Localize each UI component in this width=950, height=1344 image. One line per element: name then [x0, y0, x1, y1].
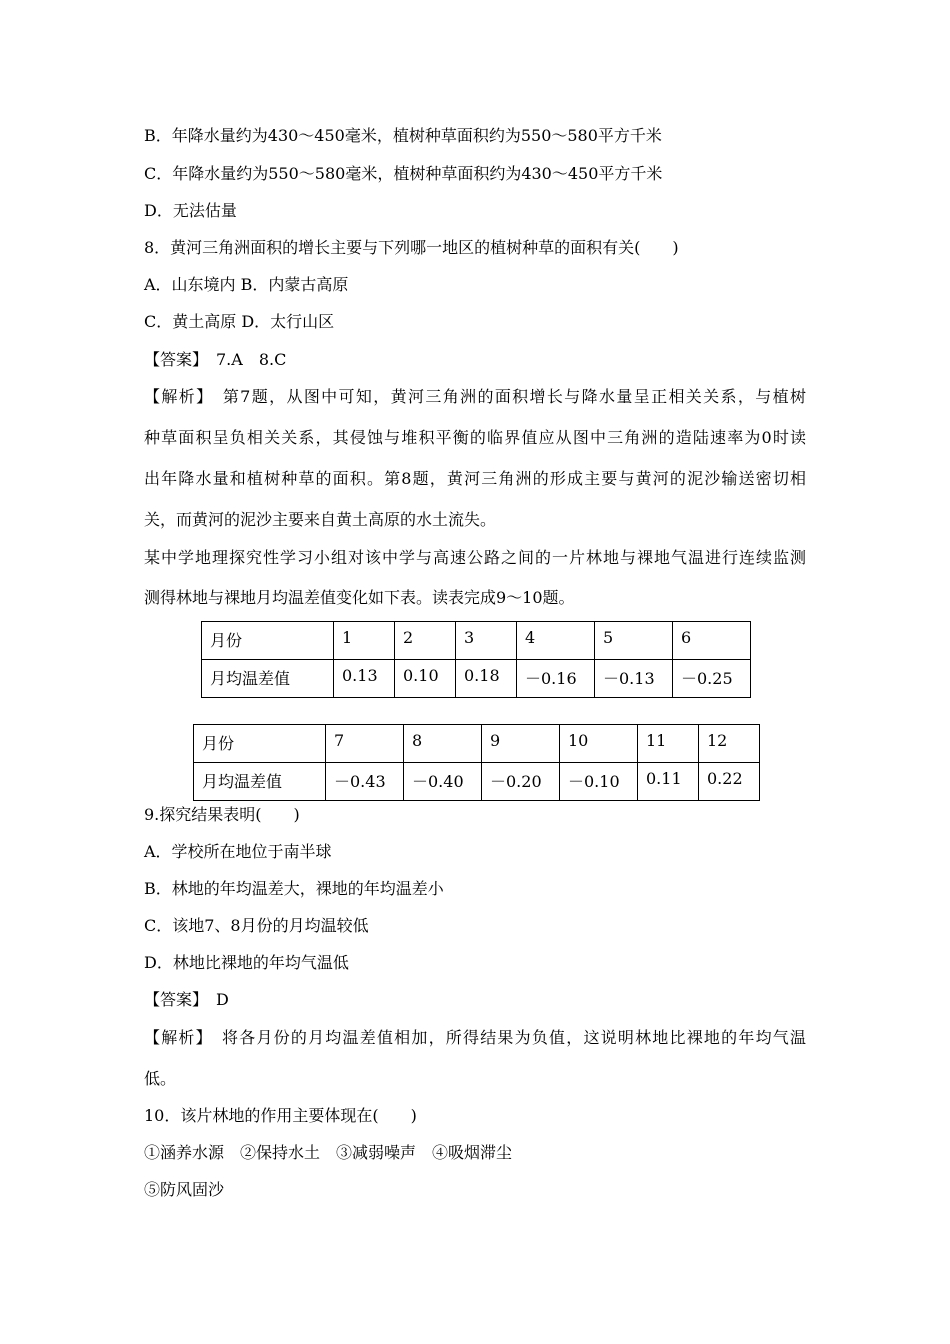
value-cell: 0.18	[456, 660, 517, 698]
q7-option-c: C．年降水量约为550～580毫米，植树种草面积约为430～450平方千米	[144, 164, 663, 183]
month-cell: 5	[595, 622, 673, 660]
analysis-7-8-line3: 出年降水量和植树种草的面积。第8题，黄河三角洲的形成主要与黄河的泥沙输送密切相	[144, 469, 806, 488]
value-cell: －0.20	[482, 763, 560, 801]
analysis-7-8-line1: 【解析】 第7题，从图中可知，黄河三角洲的面积增长与降水量呈正相关关系，与植树	[144, 387, 806, 406]
table-row	[202, 622, 751, 660]
q9-option-a: A．学校所在地位于南半球	[144, 842, 332, 861]
value-cell: －0.13	[595, 660, 673, 698]
value-cell: 0.10	[395, 660, 456, 698]
month-cell: 6	[673, 622, 751, 660]
q9-stem: 9.探究结果表明( )	[144, 805, 300, 824]
q9-option-b: B．林地的年均温差大，裸地的年均温差小	[144, 879, 444, 898]
q10-stem: 10．该片林地的作用主要体现在( )	[144, 1106, 417, 1125]
value-cell: 0.22	[699, 763, 760, 801]
month-cell: 12	[699, 725, 760, 763]
temp-diff-table-1	[201, 621, 751, 698]
row-header-diff: 月均温差值	[202, 660, 334, 698]
table-row	[194, 725, 760, 763]
q8-options-cd: C．黄土高原 D．太行山区	[144, 312, 335, 331]
analysis-9-line1: 【解析】 将各月份的月均温差值相加，所得结果为负值，这说明林地比裸地的年均气温	[144, 1028, 806, 1047]
value-cell: 0.13	[334, 660, 395, 698]
table-row	[202, 660, 751, 698]
q10-options-line2: ⑤防风固沙	[144, 1180, 225, 1199]
q8-stem: 8．黄河三角洲面积的增长主要与下列哪一地区的植树种草的面积有关( )	[144, 238, 679, 257]
analysis-7-8-line4: 关，而黄河的泥沙主要来自黄土高原的水土流失。	[144, 510, 497, 529]
intro-line1: 某中学地理探究性学习小组对该中学与高速公路之间的一片林地与裸地气温进行连续监测	[144, 548, 806, 567]
value-cell: －0.25	[673, 660, 751, 698]
month-cell: 1	[334, 622, 395, 660]
month-cell: 4	[517, 622, 595, 660]
month-cell: 9	[482, 725, 560, 763]
month-cell: 8	[404, 725, 482, 763]
month-cell: 10	[560, 725, 638, 763]
analysis-9-line2: 低。	[144, 1069, 177, 1088]
answer-7-8: 【答案】 7.A 8.C	[144, 350, 287, 369]
month-cell: 7	[326, 725, 404, 763]
value-cell: －0.40	[404, 763, 482, 801]
value-cell: 0.11	[638, 763, 699, 801]
analysis-7-8-line2: 种草面积呈负相关关系，其侵蚀与堆积平衡的临界值应从图中三角洲的造陆速率为0时读	[144, 428, 806, 447]
row-header-diff: 月均温差值	[194, 763, 326, 801]
value-cell: －0.10	[560, 763, 638, 801]
answer-9: 【答案】 D	[144, 990, 229, 1009]
intro-line2: 测得林地与裸地月均温差值变化如下表。读表完成9～10题。	[144, 588, 575, 607]
row-header-month: 月份	[194, 725, 326, 763]
q7-option-d: D．无法估量	[144, 201, 237, 220]
row-header-month: 月份	[202, 622, 334, 660]
q8-options-ab: A．山东境内 B．内蒙古高原	[144, 275, 349, 294]
month-cell: 3	[456, 622, 517, 660]
q9-option-c: C．该地7、8月份的月均温较低	[144, 916, 369, 935]
q7-option-b: B．年降水量约为430～450毫米，植树种草面积约为550～580平方千米	[144, 126, 662, 145]
temp-diff-table-2	[193, 724, 760, 801]
q10-options-line1: ①涵养水源 ②保持水土 ③减弱噪声 ④吸烟滞尘	[144, 1143, 513, 1162]
table-row	[194, 763, 760, 801]
month-cell: 2	[395, 622, 456, 660]
value-cell: －0.16	[517, 660, 595, 698]
value-cell: －0.43	[326, 763, 404, 801]
q9-option-d: D．林地比裸地的年均气温低	[144, 953, 349, 972]
month-cell: 11	[638, 725, 699, 763]
